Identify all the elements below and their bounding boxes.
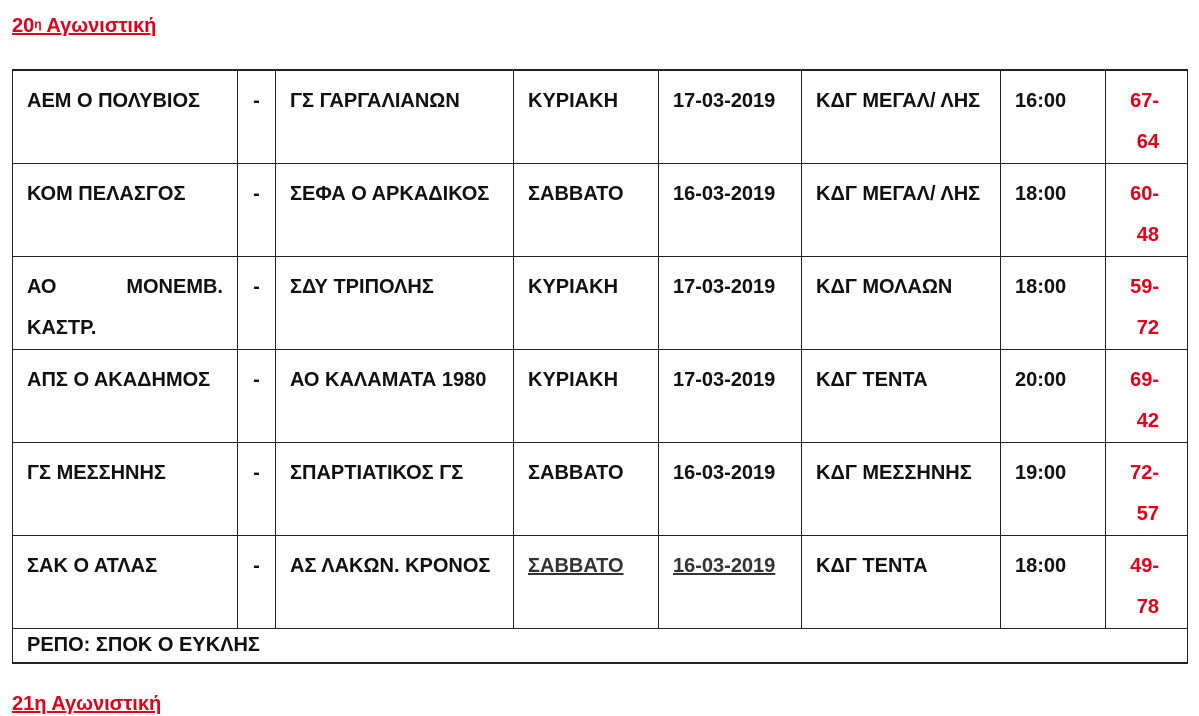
match-day: ΣΑΒΒΑΤΟ [514, 443, 659, 536]
score-home: 72- [1130, 462, 1159, 484]
away-team: ΑΣ ΛΑΚΩΝ. ΚΡΟΝΟΣ [276, 536, 514, 629]
away-team: ΓΣ ΓΑΡΓΑΛΙΑΝΩΝ [276, 70, 514, 164]
vs-separator: - [238, 257, 276, 350]
match-time: 18:00 [1001, 257, 1106, 350]
score-home: 49- [1130, 555, 1159, 577]
score-away: 42 [1136, 410, 1159, 432]
home-team: ΚΟΜ ΠΕΛΑΣΓΟΣ [13, 164, 238, 257]
match-time: 18:00 [1001, 536, 1106, 629]
score-away: 78 [1136, 596, 1159, 618]
score-home: 67- [1130, 90, 1159, 112]
round-superscript: η [34, 17, 42, 31]
next-round-title: 21η Αγωνιστική [12, 693, 162, 715]
score-home: 59- [1130, 276, 1159, 298]
vs-separator: - [238, 350, 276, 443]
venue: ΚΔΓ ΤΕΝΤΑ [802, 536, 1001, 629]
repo-text: ΡΕΠΟ: ΣΠΟΚ Ο ΕΥΚΛΗΣ [13, 629, 1188, 664]
table-row [13, 350, 1188, 443]
home-team: ΑΕΜ Ο ΠΟΛΥΒΙΟΣ [13, 70, 238, 164]
home-team: ΣΑΚ Ο ΑΤΛΑΣ [13, 536, 238, 629]
round-number: 20 [12, 15, 35, 37]
score-home: 60- [1130, 183, 1159, 205]
vs-separator: - [238, 443, 276, 536]
home-team: ΑΟ ΜΟΝΕΜΒ. ΚΑΣΤΡ. [13, 257, 238, 350]
match-time: 20:00 [1001, 350, 1106, 443]
away-team: ΣΔΥ ΤΡΙΠΟΛΗΣ [276, 257, 514, 350]
score [1106, 443, 1188, 536]
match-day: ΣΑΒΒΑΤΟ [514, 536, 659, 629]
match-date: 16-03-2019 [659, 164, 802, 257]
score [1106, 536, 1188, 629]
vs-separator: - [238, 164, 276, 257]
away-team: ΣΕΦΑ Ο ΑΡΚΑΔΙΚΟΣ [276, 164, 514, 257]
match-date: 16-03-2019 [659, 443, 802, 536]
table-row [13, 164, 1188, 257]
table-row [13, 443, 1188, 536]
venue: ΚΔΓ ΤΕΝΤΑ [802, 350, 1001, 443]
fixtures-table [12, 69, 1188, 664]
score-home: 69- [1130, 369, 1159, 391]
score [1106, 70, 1188, 164]
match-day: ΚΥΡΙΑΚΗ [514, 350, 659, 443]
table-row [13, 70, 1188, 164]
score-away: 57 [1136, 503, 1159, 525]
score [1106, 257, 1188, 350]
match-time: 16:00 [1001, 70, 1106, 164]
venue: ΚΔΓ ΜΕΓΑΛ/ ΛΗΣ [802, 164, 1001, 257]
match-day: ΣΑΒΒΑΤΟ [514, 164, 659, 257]
table-row [13, 257, 1188, 350]
away-team: ΑΟ ΚΑΛΑΜΑΤΑ 1980 [276, 350, 514, 443]
score [1106, 350, 1188, 443]
match-date: 16-03-2019 [659, 536, 802, 629]
match-day: ΚΥΡΙΑΚΗ [514, 257, 659, 350]
vs-separator: - [238, 536, 276, 629]
round-title [12, 14, 156, 38]
match-day: ΚΥΡΙΑΚΗ [514, 70, 659, 164]
score-away: 48 [1136, 224, 1159, 246]
match-time: 18:00 [1001, 164, 1106, 257]
venue: ΚΔΓ ΜΟΛΑΩΝ [802, 257, 1001, 350]
away-team: ΣΠΑΡΤΙΑΤΙΚΟΣ ΓΣ [276, 443, 514, 536]
score-away: 72 [1136, 317, 1159, 339]
score [1106, 164, 1188, 257]
venue: ΚΔΓ ΜΕΣΣΗΝΗΣ [802, 443, 1001, 536]
match-date: 17-03-2019 [659, 350, 802, 443]
home-team: ΑΠΣ Ο ΑΚΑΔΗΜΟΣ [13, 350, 238, 443]
vs-separator: - [238, 70, 276, 164]
table-row [13, 536, 1188, 629]
match-time: 19:00 [1001, 443, 1106, 536]
home-team: ΓΣ ΜΕΣΣΗΝΗΣ [13, 443, 238, 536]
score-away: 64 [1136, 131, 1159, 153]
match-date: 17-03-2019 [659, 70, 802, 164]
repo-row [13, 629, 1188, 664]
round-label: Αγωνιστική [46, 15, 157, 37]
match-date: 17-03-2019 [659, 257, 802, 350]
venue: ΚΔΓ ΜΕΓΑΛ/ ΛΗΣ [802, 70, 1001, 164]
